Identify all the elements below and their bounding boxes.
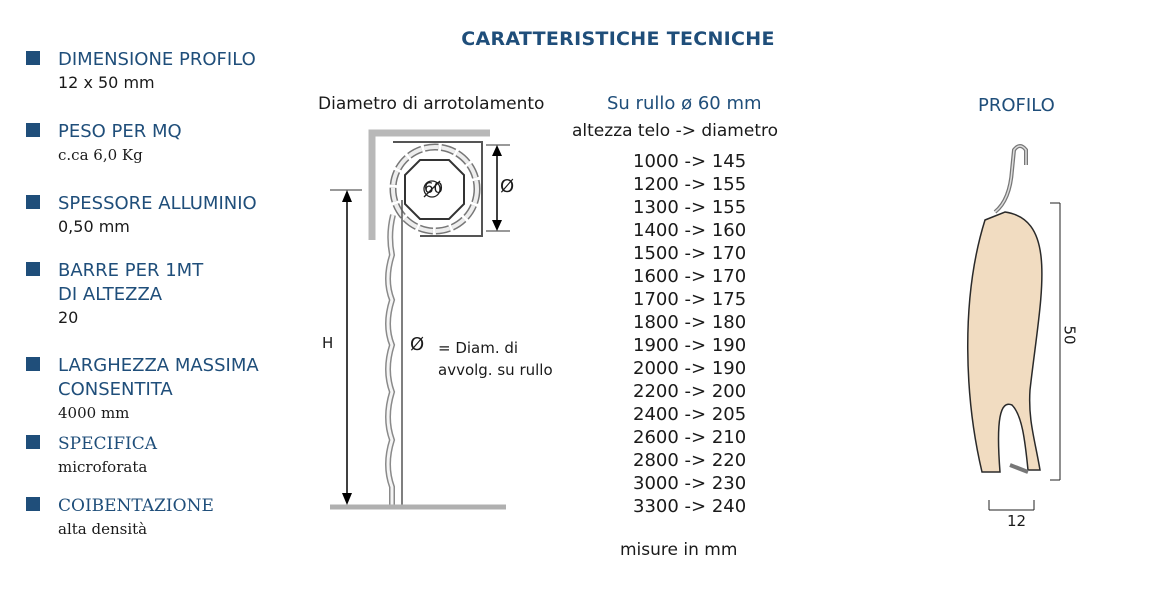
arrow-up-icon — [492, 145, 502, 156]
list-item: 2800 -> 220 — [633, 450, 747, 471]
profile-slat-shape — [968, 212, 1042, 472]
page-title: CARATTERISTICHE TECNICHE — [461, 28, 775, 50]
list-item: 3300 -> 240 — [633, 496, 747, 517]
list-item: 1900 -> 190 — [633, 335, 747, 356]
list-item: 2600 -> 210 — [633, 427, 747, 448]
list-item: 1300 -> 155 — [633, 197, 747, 218]
profile-foot — [1010, 465, 1028, 472]
list-item: 2200 -> 200 — [633, 381, 747, 402]
arrow-down-icon — [342, 493, 352, 505]
profile-title: PROFILO — [978, 95, 1055, 116]
spec-value: 0,50 mm — [58, 217, 130, 236]
roller-diameter-label: 60 — [424, 179, 444, 197]
spec-label: LARGHEZZA MASSIMA CONSENTITA — [58, 355, 259, 400]
spec-value: c.ca 6,0 Kg — [58, 146, 143, 164]
roll-table-subheading: altezza telo -> diametro — [572, 121, 779, 141]
roll-table-footer: misure in mm — [620, 540, 738, 560]
profile-height-label: 50 — [1060, 325, 1079, 345]
list-item: 1700 -> 175 — [633, 289, 747, 310]
diameter-symbol-right: Ø — [500, 176, 515, 197]
spec-label: BARRE PER 1MT DI ALTEZZA — [58, 260, 204, 305]
spec-label: SPECIFICA — [58, 434, 158, 454]
list-item: 1400 -> 160 — [633, 220, 747, 241]
spec-value: 12 x 50 mm — [58, 73, 155, 92]
spec-label: DIMENSIONE PROFILO — [58, 49, 256, 70]
spec-value: 4000 mm — [58, 404, 130, 422]
spec-value: alta densità — [58, 520, 148, 538]
list-item: 1000 -> 145 — [633, 151, 747, 172]
arrow-up-icon — [342, 190, 352, 202]
list-item: 2000 -> 190 — [633, 358, 747, 379]
spec-label: PESO PER MQ — [58, 121, 182, 142]
spec-label: SPESSORE ALLUMINIO — [58, 193, 257, 214]
profile-width-label: 12 — [1007, 512, 1027, 530]
arrow-down-icon — [492, 220, 502, 231]
spec-value: 20 — [58, 308, 79, 327]
diagram-title: Diametro di arrotolamento — [318, 94, 545, 114]
roll-table-heading: Su rullo ø 60 mm — [607, 93, 762, 114]
list-item: 2400 -> 205 — [633, 404, 747, 425]
roll-table-list — [633, 150, 746, 518]
list-item: 1200 -> 155 — [633, 174, 747, 195]
list-item: 1500 -> 170 — [633, 243, 747, 264]
list-item: 1800 -> 180 — [633, 312, 747, 333]
list-item: 3000 -> 230 — [633, 473, 747, 494]
list-item: 1600 -> 170 — [633, 266, 747, 287]
diameter-symbol-legend: Ø — [410, 334, 425, 355]
height-label: H — [322, 334, 334, 352]
spec-value: microforata — [58, 458, 148, 476]
spec-label: COIBENTAZIONE — [58, 496, 214, 516]
diameter-note: = Diam. di avvolg. su rullo — [438, 339, 553, 379]
profile-hook-highlight — [995, 146, 1026, 212]
